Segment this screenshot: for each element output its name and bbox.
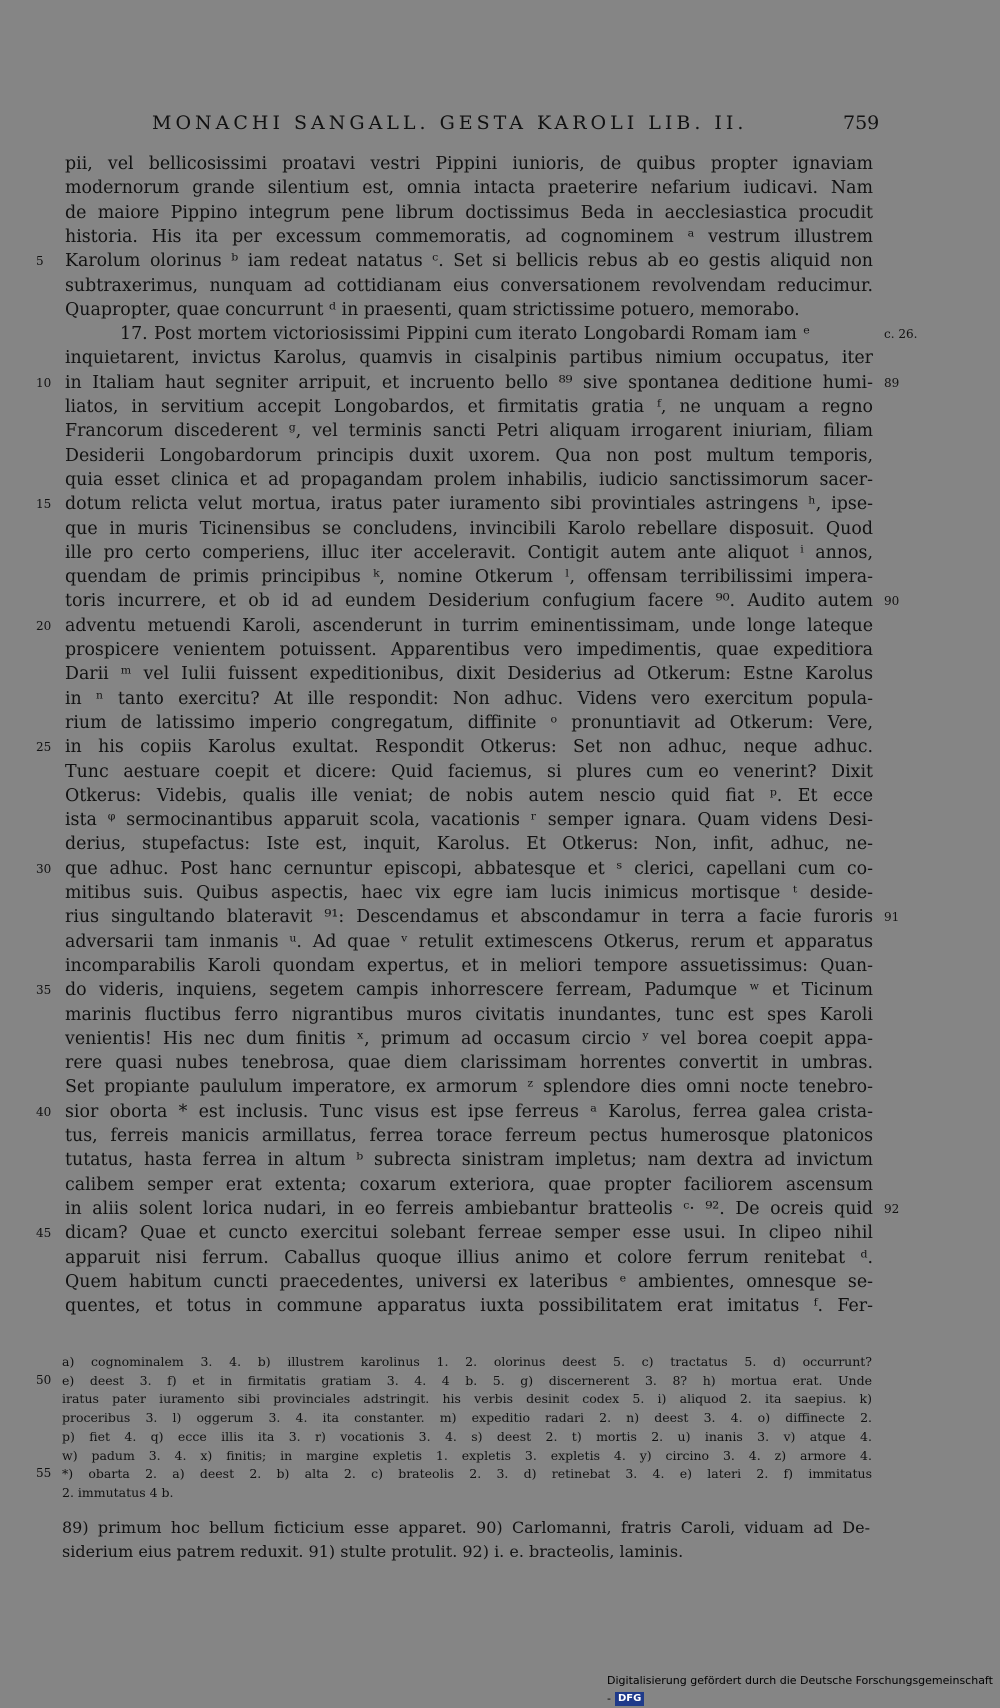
apparatus-line: proceribus 3. l) oggerum 3. 4. ita constanter. m) expeditio radari 2. n) deest 3. 4. o) diffinecte 2. <box>62 1410 872 1425</box>
line-number: 25 <box>36 740 52 754</box>
margin-reference: 91 <box>884 910 900 924</box>
text-line: Desiderii Longobardorum principis duxit uxorem. Qua non post multum temporis, <box>65 446 873 466</box>
text-line: tutatus, hasta ferrea in altum ᵇ subrecta sinistram impletus; nam dextra ad invictum <box>65 1150 873 1170</box>
note-line: siderium eius patrem reduxit. 91) stulte protulit. 92) i. e. bracteolis, laminis. <box>62 1542 684 1561</box>
text-line: derius, stupefactus: Iste est, inquit, Karolus. Et Otkerus: Non, infit, adhuc, ne- <box>65 834 873 854</box>
text-line: Karolum olorinus ᵇ iam redeat natatus ᶜ. Set si bellicis rebus ab eo gestis aliquid non <box>65 251 873 271</box>
text-line: sior oborta * est inclusis. Tunc visus est ipse ferreus ᵃ Karolus, ferrea galea crista- <box>65 1102 873 1122</box>
line-number: 15 <box>36 497 52 511</box>
text-line: 17. Post mortem victoriosissimi Pippini cum iterato Longobardi Romam iam ᵉ <box>120 324 810 344</box>
text-line: que in muris Ticinensibus se concludens, invincibili Karolo rebellare disposuit. Quod <box>65 519 873 539</box>
line-number: 40 <box>36 1105 52 1119</box>
text-line: toris incurrere, et ob id ad eundem Desiderium confugium facere ⁹⁰. Audito autem <box>65 591 873 611</box>
text-line: tus, ferreis manicis armillatus, ferrea torace ferreum pectus humerosque platonicos <box>65 1126 873 1146</box>
apparatus-line: a) cognominalem 3. 4. b) illustrem karolinus 1. 2. olorinus deest 5. c) tractatus 5. d) occurrunt? <box>62 1354 872 1369</box>
line-number: 30 <box>36 862 52 876</box>
text-line: adventu metuendi Karoli, ascenderunt in turrim eminentissimam, unde longe lateque <box>65 616 873 636</box>
apparatus-line: w) padum 3. 4. x) finitis; in margine expletis 1. expletis 3. expletis 4. y) circino 3. 4. z) armore 4. <box>62 1448 872 1463</box>
text-line: dicam? Quae et cuncto exercitui solebant ferreae semper esse usui. In clipeo nihil <box>65 1223 873 1243</box>
text-line: modernorum grande silentium est, omnia intacta praeterire nefarium iudicavi. Nam <box>65 178 873 198</box>
margin-reference: 89 <box>884 376 900 390</box>
line-number: 35 <box>36 983 52 997</box>
text-line: Tunc aestuare coepit et dicere: Quid faciemus, si plures cum eo venerint? Dixit <box>65 762 873 782</box>
text-line: in Italiam haut segniter arripuit, et incruento bello ⁸⁹ sive spontanea deditione humi- <box>65 373 873 393</box>
line-number: 50 <box>36 1373 52 1387</box>
text-line: Quapropter, quae concurrunt ᵈ in praesenti, quam strictissime potuero, memorabo. <box>65 300 800 320</box>
text-line: pii, vel bellicosissimi proatavi vestri Pippini iunioris, de quibus propter ignaviam <box>65 154 873 174</box>
margin-reference: 92 <box>884 1202 900 1216</box>
text-line: liatos, in servitium accepit Longobardos, et firmitatis gratia ᶠ, ne unquam a regno <box>65 397 873 417</box>
text-line: rere quasi nubes tenebrosa, quae diem clarissimam horrentes convertit in umbras. <box>65 1053 873 1073</box>
text-line: prospicere venientem potuissent. Apparentibus vero impedimentis, quae expeditiora <box>65 640 873 660</box>
text-line: in ⁿ tanto exercitu? At ille respondit: Non adhuc. Videns vero exercitum popula- <box>65 689 873 709</box>
line-number: 55 <box>36 1466 52 1480</box>
text-line: ille pro certo comperiens, illuc iter acceleravit. Contigit autem ante aliquot ⁱ annos, <box>65 543 873 563</box>
margin-reference: 90 <box>884 594 900 608</box>
apparatus-line: p) fiet 4. q) ecce illis ita 3. r) vocationis 3. 4. s) deest 2. t) mortis 2. u) inanis 3. v) atque 4. <box>62 1429 872 1444</box>
text-line: dotum relicta velut mortua, iratus pater iuramento sibi provintiales astringens ʰ, ipse- <box>65 494 873 514</box>
line-number: 45 <box>36 1226 52 1240</box>
running-title: MONACHI SANGALL. GESTA KAROLI LIB. II. <box>152 112 748 134</box>
text-line: in his copiis Karolus exultat. Respondit Otkerus: Set non adhuc, neque adhuc. <box>65 737 873 757</box>
text-line: venientis! His nec dum finitis ˣ, primum ad occasum circio ʸ vel borea coepit appa- <box>65 1029 873 1049</box>
text-line: adversarii tam inmanis ᵘ. Ad quae ᵛ retulit extimescens Otkerus, rerum et apparatus <box>65 932 873 952</box>
line-number: 10 <box>36 376 52 390</box>
text-line: de maiore Pippino integrum pene librum doctissimus Beda in aecclesiastica procudit <box>65 203 873 223</box>
text-line: in aliis solent lorica nudari, in eo ferreis ambiebantur bratteolis ᶜ· ⁹². De ocreis quid <box>65 1199 873 1219</box>
text-line: Quem habitum cuncti praecedentes, universi ex lateribus ᵉ ambientes, omnesque se- <box>65 1272 873 1292</box>
text-line: Set propiante paululum imperatore, ex armorum ᶻ splendore dies omni nocte tenebro- <box>65 1077 873 1097</box>
text-line: subtraxerimus, nunquam ad cottidianam eius conversationem revolvendam reducimur. <box>65 276 873 296</box>
text-line: historia. His ita per excessum commemoratis, ad cognominem ᵃ vestrum illustrem <box>65 227 873 247</box>
line-number: 5 <box>36 254 44 268</box>
text-line: do videris, inquiens, segetem campis inhorrescere ferream, Padumque ʷ et Ticinum <box>65 980 873 1000</box>
text-line: que adhuc. Post hanc cernuntur episcopi, abbatesque et ˢ clerici, capellani cum co- <box>65 859 873 879</box>
text-line: Darii ᵐ vel Iulii fuissent expeditionibus, dixit Desiderius ad Otkerum: Estne Karolus <box>65 664 873 684</box>
running-header <box>0 112 1000 142</box>
credit-text: Digitalisierung gefördert durch die Deutsche Forschungsgemeinschaft - <box>607 1674 993 1705</box>
apparatus-line: e) deest 3. f) et in firmitatis gratiam 3. 4. 4 b. 5. g) discernerent 3. 8? h) mortua erat. Unde <box>62 1373 872 1388</box>
digitization-credit <box>607 1672 1000 1705</box>
text-line: quentes, et totus in commune apparatus iuxta possibilitatem erat imitatus ᶠ. Fer- <box>65 1296 873 1316</box>
text-line: calibem semper erat extenta; coxarum exteriora, quae propter faciliorem ascensum <box>65 1175 873 1195</box>
text-line: inquietarent, invictus Karolus, quamvis in cisalpinis partibus nimium occupatus, iter <box>65 348 873 368</box>
line-number: 20 <box>36 619 52 633</box>
note-line: 89) primum hoc bellum ficticium esse apparet. 90) Carlomanni, fratris Caroli, viduam ad De- <box>62 1518 870 1537</box>
text-line: mitibus suis. Quibus aspectis, haec vix egre iam lucis inimicus mortisque ᵗ deside- <box>65 883 873 903</box>
text-line: apparuit nisi ferrum. Caballus quoque illius animo et colore ferrum renitebat ᵈ. <box>65 1248 873 1268</box>
text-line: incomparabilis Karoli quondam expertus, et in meliori tempore assuetissimus: Quan- <box>65 956 873 976</box>
text-line: quendam de primis principibus ᵏ, nomine Otkerum ˡ, offensam terribilissimi impera- <box>65 567 873 587</box>
apparatus-line: iratus pater iuramento sibi provinciales adstringit. his verbis desinit codex 5. i) aliquod 2. ita saepius. k) <box>62 1391 872 1406</box>
text-line: rius singultando blateravit ⁹¹: Descendamus et abscondamur in terra a facie furoris <box>65 907 873 927</box>
margin-reference: c. 26. <box>884 327 918 341</box>
text-line: Otkerus: Videbis, qualis ille veniat; de nobis autem nescio quid fiat ᵖ. Et ecce <box>65 786 873 806</box>
text-line: rium de latissimo imperio congregatum, diffinite ᵒ pronuntiavit ad Otkerum: Vere, <box>65 713 873 733</box>
text-line: quia esset clinica et ad propagandam prolem inhabilis, iudicio sanctissimorum sacer- <box>65 470 873 490</box>
page-number: 759 <box>843 112 880 134</box>
text-line: ista ᵠ sermocinantibus apparuit scola, vacationis ʳ semper ignara. Quam videns Desi- <box>65 810 873 830</box>
apparatus-line: 2. immutatus 4 b. <box>62 1485 174 1500</box>
text-line: Francorum discederent ᵍ, vel terminis sancti Petri aliquam irrogarent iniuriam, filiam <box>65 421 873 441</box>
apparatus-line: *) obarta 2. a) deest 2. b) alta 2. c) brateolis 2. 3. d) retinebat 3. 4. e) lateri 2. f) immitatus <box>62 1466 872 1481</box>
dfg-logo: DFG <box>615 1692 644 1706</box>
text-line: marinis fluctibus ferro nigrantibus muros civitatis inundantes, tunc est spes Karoli <box>65 1005 873 1025</box>
